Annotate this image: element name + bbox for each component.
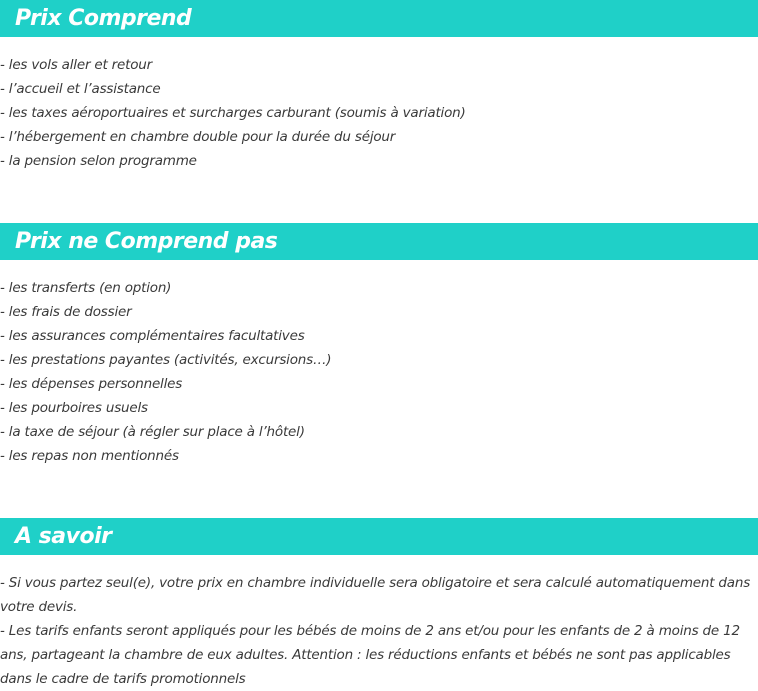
section-title: Prix Comprend: [15, 6, 192, 31]
list-item: - les assurances complémentaires facultatives: [0, 328, 305, 344]
section-header-prix-comprend: [0, 0, 758, 37]
list-item: - la pension selon programme: [0, 153, 197, 169]
list-item: - les frais de dossier: [0, 304, 132, 320]
list-item: - les taxes aéroportuaires et surcharges carburant (soumis à variation): [0, 105, 466, 121]
list-item: - les prestations payantes (activités, excursions…): [0, 352, 332, 368]
section-header-a-savoir: [0, 518, 758, 555]
section-title: A savoir: [15, 524, 112, 549]
note-paragraph: - Si vous partez seul(e), votre prix en chambre individuelle sera obligatoire et sera calculé automatiquement dans votre devis.: [0, 575, 751, 615]
excluded-list: [0, 276, 758, 468]
list-item: - les pourboires usuels: [0, 400, 148, 416]
list-item: - l’hébergement en chambre double pour la durée du séjour: [0, 129, 396, 145]
list-item: - l’accueil et l’assistance: [0, 81, 161, 97]
a-savoir-notes: [0, 571, 758, 691]
list-item: - les vols aller et retour: [0, 57, 152, 73]
included-list: [0, 53, 758, 173]
list-item: - les repas non mentionnés: [0, 448, 179, 464]
section-title: Prix ne Comprend pas: [15, 229, 278, 254]
section-header-prix-ne-comprend-pas: [0, 223, 758, 260]
list-item: - la taxe de séjour (à régler sur place à l’hôtel): [0, 424, 305, 440]
note-paragraph: - Les tarifs enfants seront appliqués pour les bébés de moins de 2 ans et/ou pour les enfants de 2 à moins de 12 ans, partageant la chambre de eux adultes. Attention : les réductions enfants et bébés ne sont pas applicables dans le cadre de tarifs promotionnels: [0, 623, 740, 687]
list-item: - les dépenses personnelles: [0, 376, 183, 392]
list-item: - les transferts (en option): [0, 280, 172, 296]
